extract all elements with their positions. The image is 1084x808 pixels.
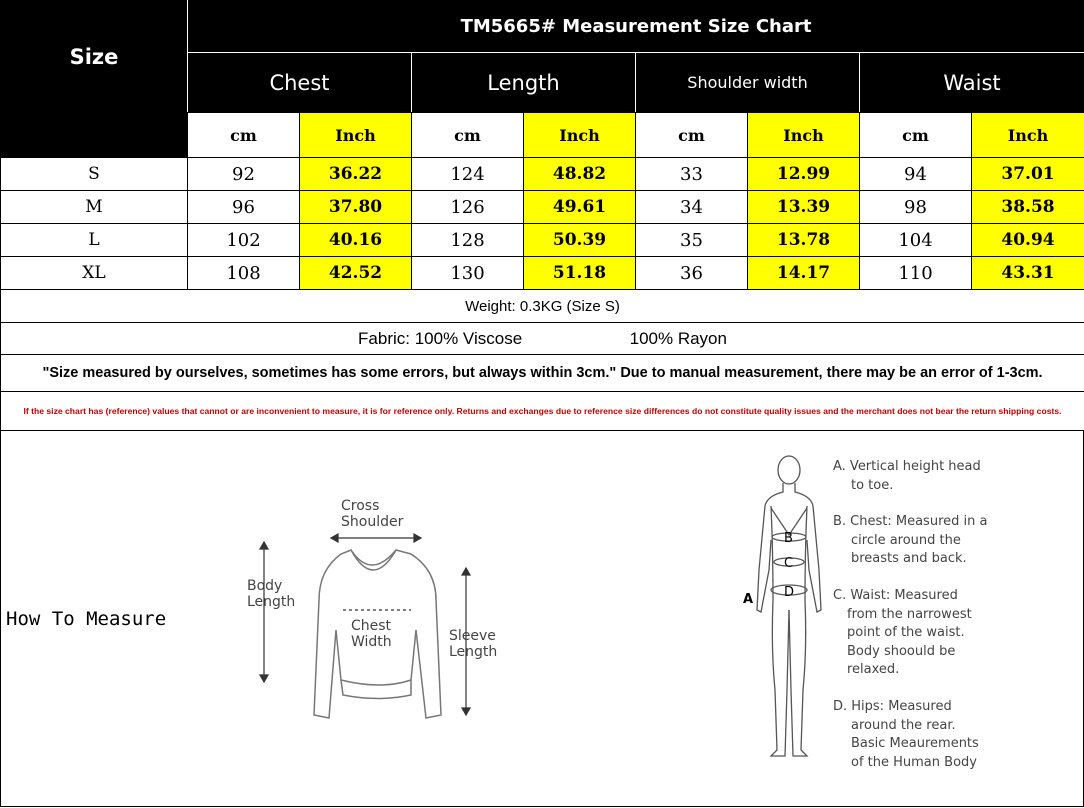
legend-d-line: of the Human Body (851, 754, 977, 770)
size-cell: M (1, 191, 188, 224)
how-to-measure-section (0, 430, 1084, 807)
chest-cm: 96 (188, 191, 300, 224)
label-a: A (743, 592, 754, 607)
size-header-blank (1, 113, 188, 158)
measurement-note: "Size measured by ourselves, sometimes has some errors, but always within 3cm." Due to manual measurement, there may be an error of 1-3cm. (1, 355, 1084, 392)
shoulder-cm: 34 (636, 191, 748, 224)
length-inch: 50.39 (524, 224, 636, 257)
chest-cm: 92 (188, 158, 300, 191)
chart-title: TM5665# Measurement Size Chart (188, 1, 1084, 53)
legend-b (833, 513, 1073, 569)
unit-inch: Inch (524, 113, 636, 158)
unit-inch: Inch (300, 113, 412, 158)
sweater-diagram (231, 490, 521, 730)
chest-inch: 36.22 (300, 158, 412, 191)
length-cm: 130 (412, 257, 524, 290)
chest-inch: 40.16 (300, 224, 412, 257)
table-row (1, 224, 1084, 257)
length-inch: 49.61 (524, 191, 636, 224)
length-inch: 51.18 (524, 257, 636, 290)
label-b: B (784, 531, 793, 546)
waist-inch: 43.31 (972, 257, 1084, 290)
legend-c-line: relaxed. (847, 662, 900, 677)
legend-c (833, 587, 1073, 680)
unit-inch: Inch (748, 113, 860, 158)
label-shoulder: Shoulder (341, 514, 404, 530)
length-cm: 124 (412, 158, 524, 191)
label-body-length: Length (247, 594, 296, 610)
shoulder-cm: 35 (636, 224, 748, 257)
waist-inch: 38.58 (972, 191, 1084, 224)
return-warning: If the size chart has (reference) values that cannot or are inconvenient to measure, it is for reference only. Returns and exchanges due to reference size differences do not constitute quality issues and the merchant does not bear the return shipping costs. (1, 392, 1084, 431)
shoulder-cm: 33 (636, 158, 748, 191)
legend-d-line: D. Hips: Measured (833, 699, 952, 714)
chest-cm: 108 (188, 257, 300, 290)
legend-d-line: around the rear. (851, 717, 956, 733)
unit-cm: cm (860, 113, 972, 158)
legend-d-line: Basic Meaurements (851, 736, 979, 751)
waist-inch: 37.01 (972, 158, 1084, 191)
shoulder-inch: 13.39 (748, 191, 860, 224)
label-body: Body (247, 578, 283, 594)
legend-b-line: breasts and back. (851, 551, 967, 566)
size-header: Size (1, 1, 188, 113)
legend-c-line: point of the waist. (847, 625, 965, 640)
shoulder-inch: 13.78 (748, 224, 860, 257)
legend-a-line: to toe. (851, 477, 894, 493)
legend-c-line: Body shoould be (847, 643, 956, 659)
group-shoulder-width: Shoulder width (636, 53, 860, 113)
size-cell: XL (1, 257, 188, 290)
legend-a-line: A. Vertical height head (833, 459, 981, 474)
legend-a (833, 458, 1073, 495)
chest-inch: 37.80 (300, 191, 412, 224)
label-width: Width (351, 634, 392, 650)
group-length: Length (412, 53, 636, 113)
legend-b-line: B. Chest: Measured in a (833, 514, 988, 529)
waist-cm: 110 (860, 257, 972, 290)
legend-b-line: circle around the (851, 532, 961, 548)
legend-c-line: C. Waist: Measured (833, 588, 958, 603)
group-chest: Chest (188, 53, 412, 113)
unit-cm: cm (188, 113, 300, 158)
how-to-measure-label: How To Measure (6, 608, 167, 630)
waist-inch: 40.94 (972, 224, 1084, 257)
body-figure-diagram (731, 450, 831, 775)
size-cell: S (1, 158, 188, 191)
table-row (1, 191, 1084, 224)
waist-cm: 104 (860, 224, 972, 257)
weight-info: Weight: 0.3KG (Size S) (1, 290, 1084, 323)
unit-inch: Inch (972, 113, 1084, 158)
legend-c-line: from the narrowest (847, 606, 972, 622)
shoulder-inch: 14.17 (748, 257, 860, 290)
label-c: C (784, 556, 794, 571)
waist-cm: 98 (860, 191, 972, 224)
table-row (1, 257, 1084, 290)
shoulder-cm: 36 (636, 257, 748, 290)
label-d: D (784, 585, 795, 600)
waist-cm: 94 (860, 158, 972, 191)
shoulder-inch: 12.99 (748, 158, 860, 191)
fabric-left: Fabric: 100% Viscose (358, 328, 523, 348)
length-inch: 48.82 (524, 158, 636, 191)
label-sleeve: Sleeve (449, 628, 496, 644)
label-sleeve-length: Length (449, 644, 498, 660)
unit-cm: cm (412, 113, 524, 158)
length-cm: 128 (412, 224, 524, 257)
label-cross: Cross (341, 498, 380, 514)
length-cm: 126 (412, 191, 524, 224)
fabric-info (1, 323, 1084, 355)
group-waist: Waist (860, 53, 1084, 113)
label-chest: Chest (351, 618, 392, 634)
unit-cm: cm (636, 113, 748, 158)
chest-cm: 102 (188, 224, 300, 257)
table-row (1, 158, 1084, 191)
chest-inch: 42.52 (300, 257, 412, 290)
fabric-right: 100% Rayon (629, 328, 727, 348)
size-cell: L (1, 224, 188, 257)
legend-d (833, 698, 1073, 772)
